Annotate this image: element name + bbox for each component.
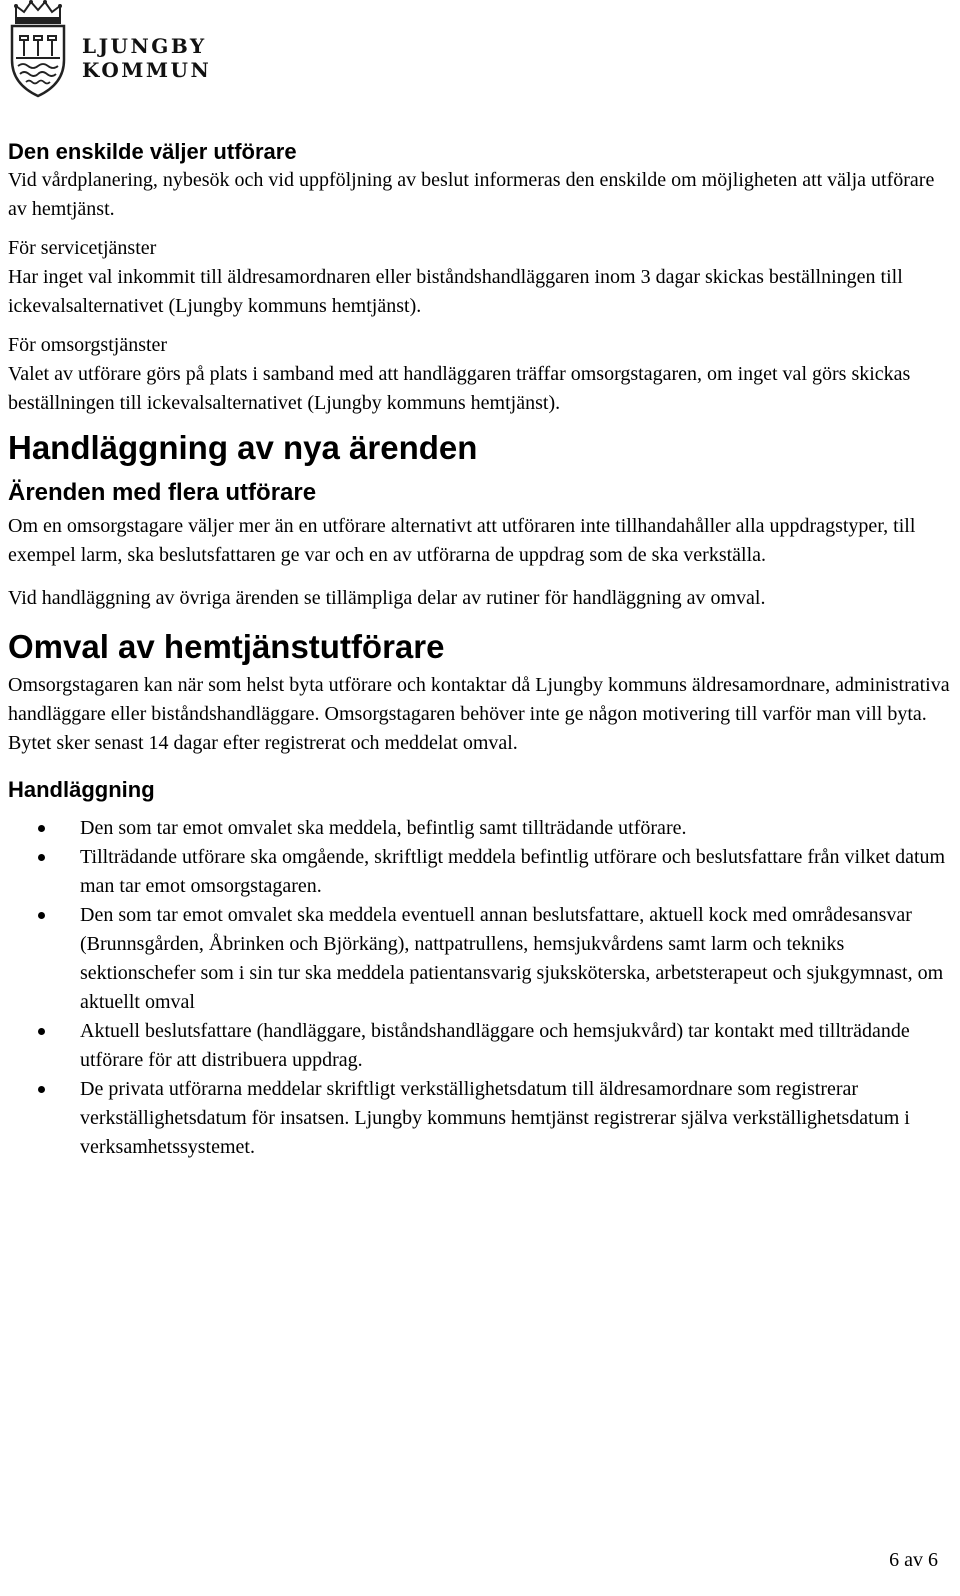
list-item: De privata utförarna meddelar skriftligt verkställighetsdatum till äldresamordnare som registrerar verkställighetsdatum för insatsen. Ljungby kommuns hemtjänst registrerar själva verkställighetsdatum i verksamhetssystemet.	[8, 1075, 953, 1162]
service-title: För servicetjänster	[8, 237, 157, 259]
ljungby-kommun-logo	[6, 0, 226, 100]
list-item: Tillträdande utförare ska omgående, skriftligt meddela befintlig utförare och beslutsfattare från vilket datum man tar emot omsorgstagaren.	[8, 843, 953, 901]
section-heading-reselection: Omval av hemtjänstutförare	[8, 628, 445, 665]
subheading-handling: Handläggning	[8, 777, 155, 802]
document-body	[8, 138, 953, 1162]
section-heading-new-cases: Handläggning av nya ärenden	[8, 429, 478, 466]
subheading-multiple-providers: Ärenden med flera utförare	[8, 479, 317, 506]
logo-line-2: KOMMUN	[82, 58, 212, 82]
care-title: För omsorgstjänster	[8, 334, 168, 356]
list-item: Den som tar emot omvalet ska meddela, befintlig samt tillträdande utförare.	[8, 814, 953, 843]
logo-line-1: LJUNGBY	[82, 34, 207, 58]
list-item: Aktuell beslutsfattare (handläggare, biståndshandläggare och hemsjukvård) tar kontakt med tillträdande utförare för att distribuera uppdrag.	[8, 1017, 953, 1075]
section-heading-choice: Den enskilde väljer utförare	[8, 139, 297, 164]
paragraph-intro: Vid vårdplanering, nybesök och vid uppföljning av beslut informeras den enskilde om möjligheten att välja utförare av hemtjänst.	[8, 169, 935, 220]
municipal-crest-icon	[6, 0, 70, 100]
care-text: Valet av utförare görs på plats i samband med att handläggaren träffar omsorgstagaren, om inget val görs skickas beställningen till ickevalsalternativet (Ljungby kommuns hemtjänst).	[8, 363, 911, 414]
service-text: Har inget val inkommit till äldresamordnaren eller biståndshandläggaren inom 3 dagar skickas beställningen till ickevalsalternativet (Ljungby kommuns hemtjänst).	[8, 266, 903, 317]
paragraph-other-cases: Vid handläggning av övriga ärenden se tillämpliga delar av rutiner för handläggning av omval.	[8, 587, 766, 609]
list-item: Den som tar emot omvalet ska meddela eventuell annan beslutsfattare, aktuell kock med områdesansvar (Brunnsgården, Åbrinken och Björkäng), nattpatrullens, hemsjukvårdens samt larm och tekniks sektionschefer som i sin tur ska meddela patientansvarig sjuksköterska, arbetsterapeut och sjukgymnast, om aktuellt omval	[8, 901, 953, 1017]
paragraph-reselection: Omsorgstagaren kan när som helst byta utförare och kontaktar då Ljungby kommuns äldresamordnare, administrativa handläggare eller biståndshandläggare. Omsorgstagaren behöver inte ge någon motivering till varför man vill byta. Bytet sker senast 14 dagar efter registrerat och meddelat omval.	[8, 674, 950, 754]
logo-wordmark	[82, 34, 222, 82]
paragraph-multiple-providers: Om en omsorgstagare väljer mer än en utförare alternativt att utföraren inte tillhandahåller alla uppdragstyper, till exempel larm, ska beslutsfattaren ge var och en av utförarna de uppdrag som de ska verkställa.	[8, 515, 916, 566]
page-number: 6 av 6	[889, 1549, 938, 1571]
handling-list	[8, 814, 953, 1162]
